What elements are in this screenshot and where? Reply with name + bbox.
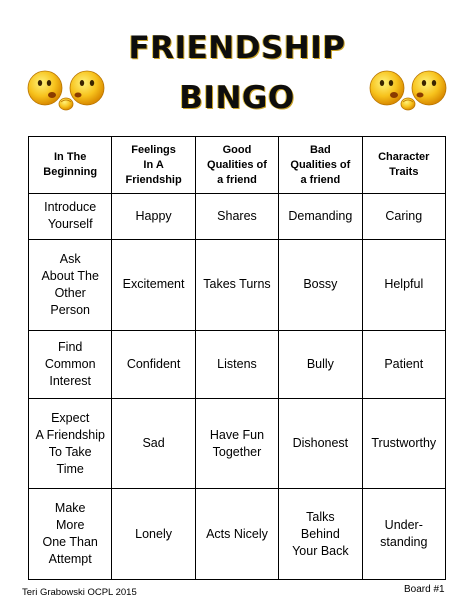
whispering-emoji-icon (368, 66, 448, 116)
bingo-cell[interactable]: Expect A Friendship To Take Time (29, 398, 112, 489)
bingo-cell[interactable]: Lonely (112, 489, 195, 580)
board-number: Board #1 (404, 584, 445, 595)
bingo-cell[interactable]: Have Fun Together (195, 398, 278, 489)
bingo-cell[interactable]: Happy (112, 194, 195, 240)
header-cell: Feelings In A Friendship (112, 137, 195, 194)
bingo-cell[interactable]: Make More One Than Attempt (29, 489, 112, 580)
bingo-cell[interactable]: Patient (362, 330, 445, 398)
bingo-cell[interactable]: Acts Nicely (195, 489, 278, 580)
bingo-cell[interactable]: Ask About The Other Person (29, 239, 112, 330)
bingo-cell[interactable]: Talks Behind Your Back (279, 489, 362, 580)
bingo-cell[interactable]: Sad (112, 398, 195, 489)
whispering-emoji-icon (26, 66, 106, 116)
bingo-cell[interactable]: Under- standing (362, 489, 445, 580)
author-credit: Teri Grabowski OCPL 2015 (22, 587, 137, 598)
bingo-cell[interactable]: Caring (362, 194, 445, 240)
bingo-cell[interactable]: Shares (195, 194, 278, 240)
table-row (29, 239, 446, 330)
bingo-cell[interactable]: Dishonest (279, 398, 362, 489)
header-cell: Bad Qualities of a friend (279, 137, 362, 194)
title-line-2: BINGO (179, 80, 295, 116)
table-row (29, 489, 446, 580)
bingo-cell[interactable]: Takes Turns (195, 239, 278, 330)
bingo-cell[interactable]: Find Common Interest (29, 330, 112, 398)
header-cell: In The Beginning (29, 137, 112, 194)
title-line-1: FRIENDSHIP (128, 30, 346, 66)
table-row (29, 194, 446, 240)
bingo-cell[interactable]: Introduce Yourself (29, 194, 112, 240)
bingo-cell[interactable]: Trustworthy (362, 398, 445, 489)
header-row (29, 137, 446, 194)
bingo-cell[interactable]: Excitement (112, 239, 195, 330)
bingo-cell[interactable]: Helpful (362, 239, 445, 330)
bingo-cell[interactable]: Bully (279, 330, 362, 398)
table-row (29, 330, 446, 398)
header-cell: Good Qualities of a friend (195, 137, 278, 194)
header-cell: Character Traits (362, 137, 445, 194)
table-row (29, 398, 446, 489)
bingo-board (28, 136, 446, 580)
bingo-cell[interactable]: Confident (112, 330, 195, 398)
bingo-cell[interactable]: Demanding (279, 194, 362, 240)
bingo-cell[interactable]: Bossy (279, 239, 362, 330)
bingo-cell[interactable]: Listens (195, 330, 278, 398)
